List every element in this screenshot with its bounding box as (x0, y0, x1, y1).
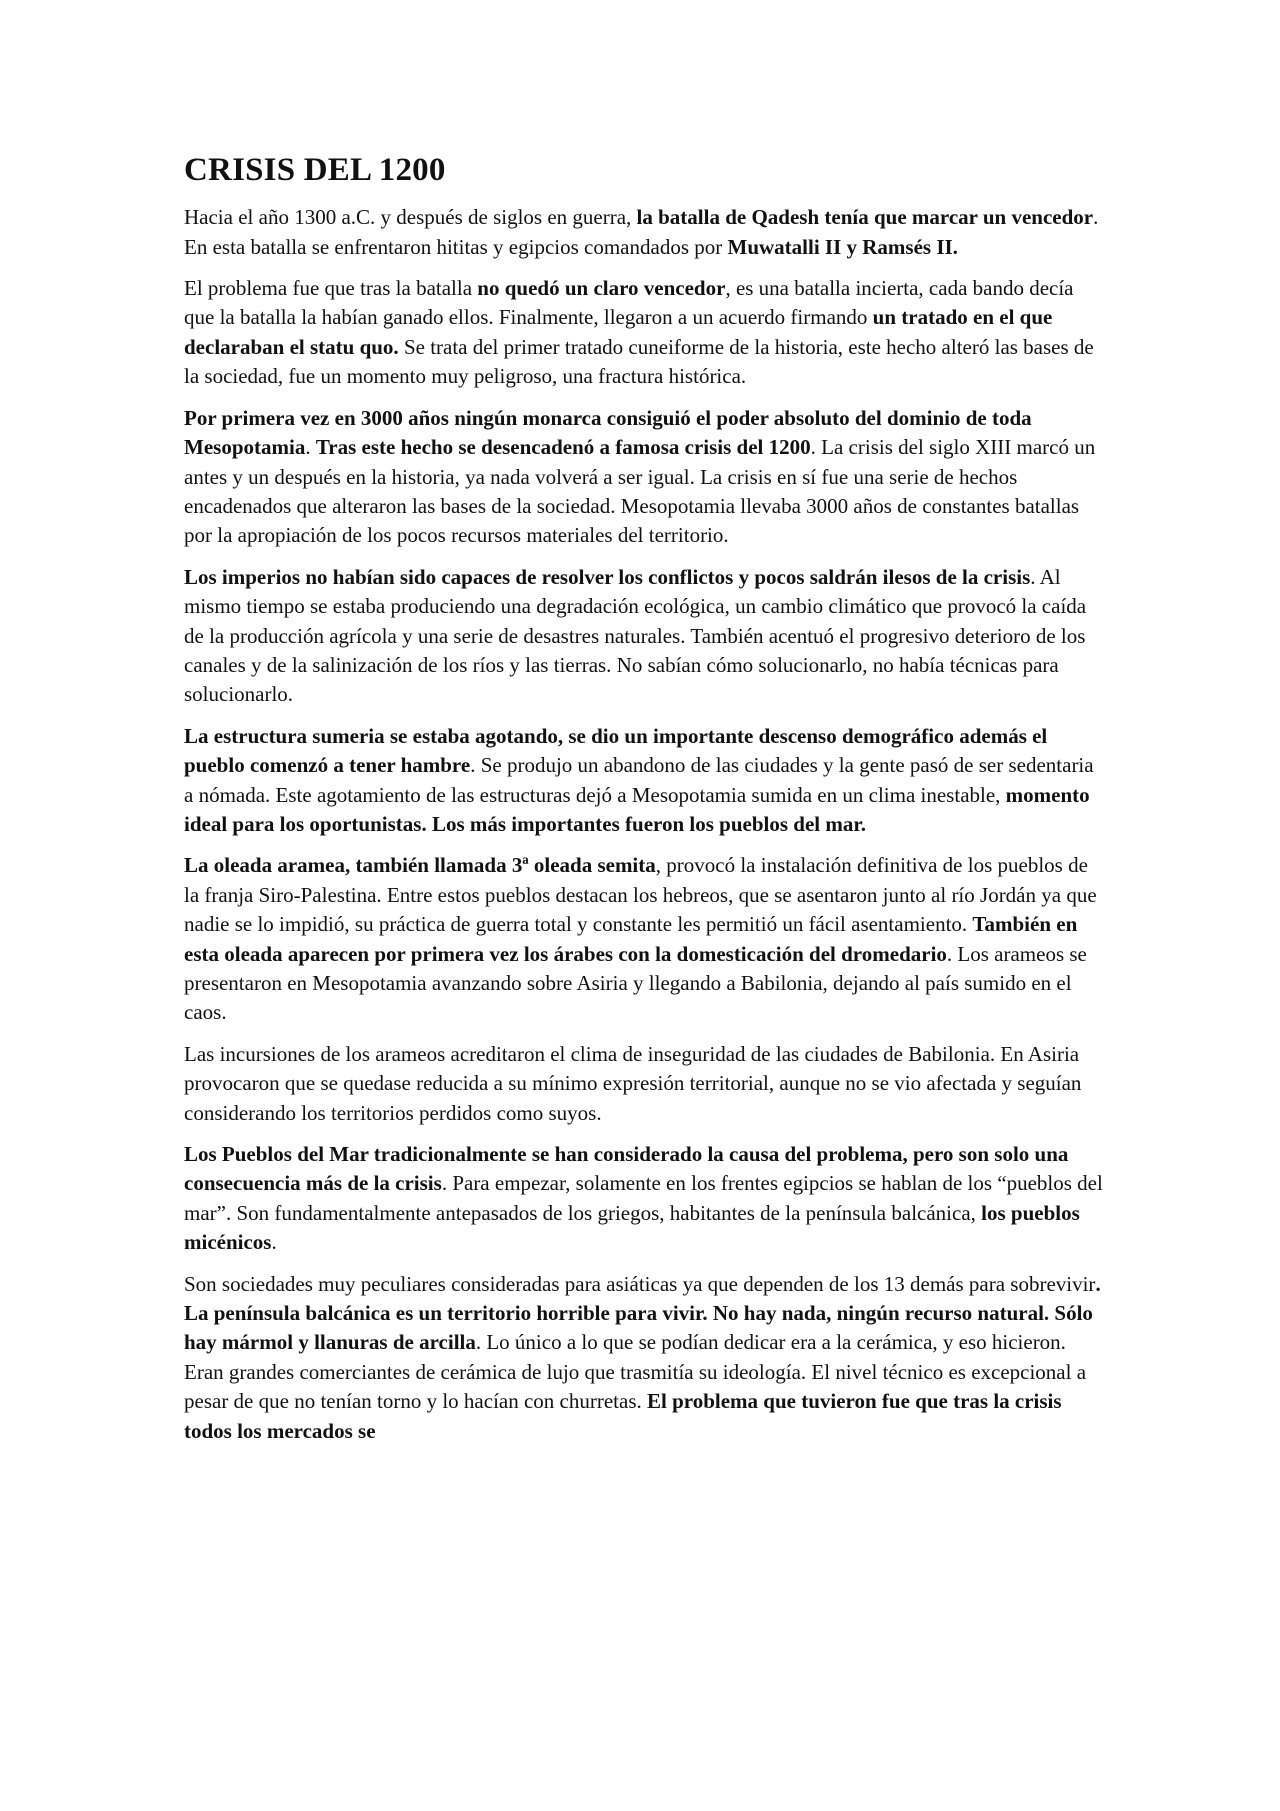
text-run: El problema fue que tras la batalla (184, 276, 478, 301)
bold-run: momento ideal para los oportunistas. Los más importantes fueron los pueblos del mar. (184, 782, 1090, 836)
bold-run: La estructura sumeria se estaba agotando, se dio un importante descenso demográfico además el pueblo comenzó a tener hambre (184, 723, 1048, 778)
paragraph-4 (184, 563, 1104, 710)
text-run: . Al mismo tiempo se estaba produciendo una degradación ecológica, un cambio climático que provocó la caída de la producción agrícola y una serie de desastres naturales. También acentuó el progresivo deterioro de los canales y de la salinización de los ríos y las tierras. No sabían cómo solucionarlo, no había técnicas para solucionarlo. (184, 564, 1087, 707)
bold-run: También en esta oleada aparecen por primera vez los árabes con la domesticación del dromedario (184, 912, 1078, 966)
bold-run: La oleada aramea, también llamada 3ª oleada semita (184, 853, 656, 878)
bold-run: Los imperios no habían sido capaces de resolver los conflictos y pocos saldrán ilesos de la crisis (184, 564, 1031, 589)
bold-run: la batalla de Qadesh tenía que marcar un vencedor (636, 205, 1094, 230)
text-run: . (305, 435, 316, 460)
paragraph-5 (184, 722, 1104, 840)
text-run: . Para empezar, solamente en los frentes egipcios se hablan de los “pueblos del mar”. Son fundamentalmente antepasados de los griegos, habitantes de la península balcánica, (184, 1171, 1103, 1225)
paragraph-8 (184, 1140, 1104, 1258)
paragraph-7 (184, 1040, 1104, 1128)
document-page (184, 150, 1104, 1458)
document-body (184, 203, 1104, 1446)
bold-run: . La península balcánica es un territorio horrible para vivir. No hay nada, ningún recurso natural. Sólo hay mármol y llanuras de arcilla (184, 1271, 1101, 1355)
text-run: Hacia el año 1300 a.C. y después de siglos en guerra, (184, 205, 637, 230)
text-run: . En esta batalla se enfrentaron hititas y egipcios comandados por (184, 205, 1099, 259)
paragraph-1 (184, 203, 1104, 262)
text-run: . (271, 1230, 277, 1255)
bold-run: no quedó un claro vencedor (477, 276, 726, 301)
bold-run: Los Pueblos del Mar tradicionalmente se han considerado la causa del problema, pero son solo una consecuencia más de la crisis (184, 1142, 1069, 1196)
bold-run: Tras este hecho se desencadenó a famosa crisis del 1200 (315, 435, 811, 460)
text-run: . La crisis del siglo XIII marcó un antes y un después en la historia, ya nada volverá a ser igual. La crisis en sí fue una serie de hechos encadenados que alteraron las bases de la sociedad. Mesopotamia llevaba 3000 años de constantes batallas por la apropiación de los pocos recursos materiales del territorio. (184, 435, 1096, 548)
paragraph-6 (184, 851, 1104, 1027)
paragraph-2 (184, 274, 1104, 392)
text-run: . Se produjo un abandono de las ciudades y la gente pasó de ser sedentaria a nómada. Este agotamiento de las estructuras dejó a Mesopotamia sumida en un clima inestable, (184, 753, 1094, 807)
bold-run: Por primera vez en 3000 años ningún monarca consiguió el poder absoluto del dominio de toda Mesopotamia (184, 405, 1032, 460)
text-run: , provocó la instalación definitiva de los pueblos de la franja Siro-Palestina. Entre estos pueblos destacan los hebreos, que se asentaron junto al río Jordán ya que nadie se lo impidió, su práctica de guerra total y constante les permitió un fácil asentamiento. (184, 853, 1097, 937)
text-run: Se trata del primer tratado cuneiforme de la historia, este hecho alteró las bases de la sociedad, fue un momento muy peligroso, una fractura histórica. (184, 334, 1094, 389)
bold-run: El problema que tuvieron fue que tras la crisis todos los mercados se (184, 1389, 1062, 1443)
text-run: Son sociedades muy peculiares consideradas para asiáticas ya que dependen de los 13 demás para sobrevivir (184, 1271, 1096, 1296)
bold-run: los pueblos micénicos (184, 1200, 1080, 1255)
text-run: Las incursiones de los arameos acreditaron el clima de inseguridad de las ciudades de Babilonia. En Asiria provocaron que se quedase reducida a su mínimo expresión territorial, aunque no se vio afectada y seguían considerando los territorios perdidos como suyos. (184, 1041, 1082, 1125)
document-title: CRISIS DEL 1200 (184, 152, 446, 188)
bold-run: Muwatalli II y Ramsés II. (727, 234, 958, 259)
text-run: . Los arameos se presentaron en Mesopotamia avanzando sobre Asiria y llegando a Babilonia, dejando al país sumido en el caos. (184, 941, 1087, 1025)
bold-run: un tratado en el que declaraban el statu quo. (184, 305, 1053, 359)
paragraph-3 (184, 404, 1104, 551)
text-run: , es una batalla incierta, cada bando decía que la batalla la habían ganado ellos. Finalmente, llegaron a un acuerdo firmando (184, 276, 1074, 330)
text-run: . Lo único a lo que se podían dedicar era a la cerámica, y eso hicieron. Eran grandes comerciantes de cerámica de lujo que trasmitía su ideología. El nivel técnico es excepcional a pesar de que no tenían torno y lo hacían con churretas. (184, 1330, 1087, 1414)
paragraph-9 (184, 1270, 1104, 1446)
